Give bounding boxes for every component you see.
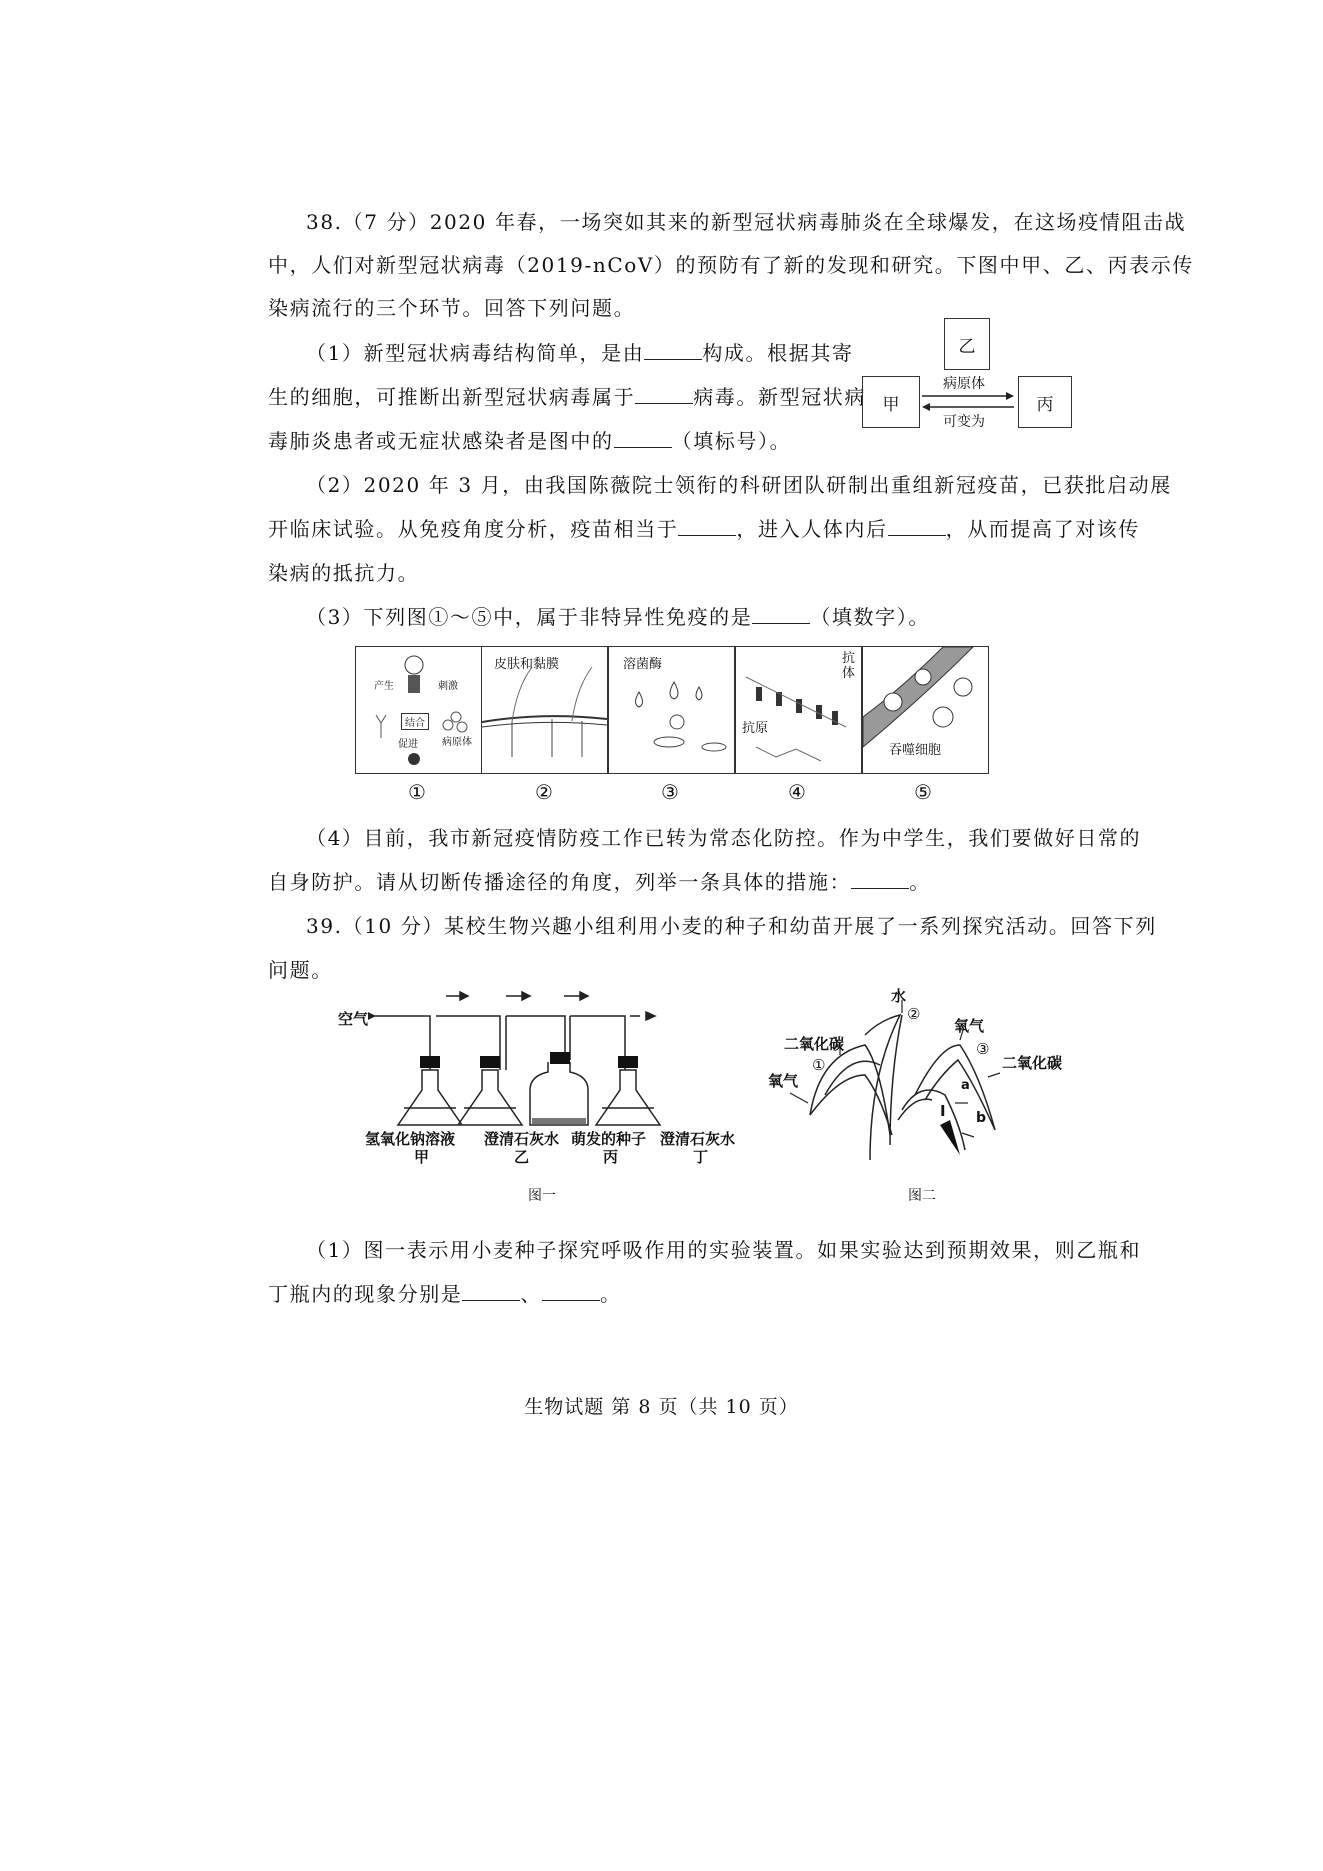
page-footer: 生物试题 第 8 页（共 10 页）: [524, 1396, 799, 1418]
circled-number-3: ③: [661, 780, 679, 804]
arrow-label-transform: 可变为: [943, 414, 985, 430]
figure-2-caption: 图二: [908, 1188, 936, 1204]
panel-1: [355, 646, 482, 774]
wheat-seedling: [640, 985, 1100, 1175]
label: 抗原: [742, 721, 769, 736]
q38-part1-line3: 毒肺炎患者或无症状感染者是图中的 （填标号）。: [268, 429, 792, 453]
marker-3: ③: [976, 1040, 990, 1058]
circled-number-5: ⑤: [914, 780, 932, 804]
circled-number-4: ④: [788, 780, 806, 804]
q38-part2-line2: 开临床试验。从免疫角度分析，疫苗相当于 ，进入人体内后 ，从而提高了对该传: [268, 517, 1141, 541]
box-jia: 甲: [862, 376, 920, 428]
q38-part1-line2: 生的细胞，可推断出新型冠状病毒属于 病毒。新型冠状病: [268, 385, 867, 409]
circled-number-2: ②: [535, 780, 553, 804]
flask-content: 氢氧化钠溶液: [365, 1130, 456, 1148]
label: 溶菌酶: [623, 657, 663, 672]
q38-part4-line2: 自身防护。请从切断传播途径的角度，列举一条具体的措施： 。: [268, 870, 931, 894]
q38-part4-line1: （4）目前，我市新冠疫情防疫工作已转为常态化防控。作为中学生，我们要做好日常的: [306, 826, 1142, 850]
label-roman-1: I: [940, 1102, 946, 1120]
flask-label: 乙: [514, 1148, 530, 1166]
answer-blank: [851, 870, 909, 889]
answer-blank: [644, 341, 702, 360]
marker-1: ①: [812, 1056, 826, 1074]
panel-5: [862, 646, 989, 774]
arrow-icon: [366, 1010, 376, 1022]
flask-label: 丁: [693, 1148, 709, 1166]
answer-blank: [678, 517, 736, 536]
label: 吞噬细胞: [889, 743, 942, 758]
panel-2: [481, 646, 608, 774]
label: 结合: [401, 713, 429, 730]
q39-part1-line2: 丁瓶内的现象分别是 、 。: [268, 1282, 622, 1306]
label: 促进: [398, 739, 418, 750]
label: 皮肤和黏膜: [494, 657, 560, 672]
answer-blank: [888, 517, 946, 536]
label: 刺激: [438, 681, 458, 692]
label-a: a: [961, 1078, 970, 1093]
box-yi: 乙: [944, 318, 990, 370]
water-label: 水: [891, 987, 907, 1005]
answer-blank: [635, 385, 693, 404]
answer-blank: [752, 605, 810, 624]
figure-1-caption: 图一: [528, 1188, 556, 1204]
q38-part3-line1: （3）下列图①～⑤中，属于非特异性免疫的是 （填数字）。: [306, 605, 930, 629]
arrow-label-pathogen: 病原体: [943, 376, 985, 392]
flask-label: 丙: [603, 1148, 619, 1166]
label: 抗体: [842, 651, 856, 681]
answer-blank: [542, 1282, 600, 1301]
flask-content: 澄清石灰水: [660, 1130, 736, 1148]
marker-2: ②: [907, 1005, 921, 1023]
q39-line1: 39.（10 分）某校生物兴趣小组利用小麦的种子和幼苗开展了一系列探究活动。回答下列: [306, 914, 1157, 938]
panel-3: [608, 646, 735, 774]
q38-line2: 中，人们对新型冠状病毒（2019-nCoV）的预防有了新的发现和研究。下图中甲、乙、丙表示传: [268, 253, 1194, 277]
air-label: 空气: [338, 1010, 369, 1028]
o2-right-label: 氧气: [954, 1017, 985, 1035]
q38-part1-line1: （1）新型冠状病毒结构简单，是由 构成。根据其寄: [306, 341, 854, 365]
answer-blank: [614, 429, 672, 448]
q39-part1-line1: （1）图一表示用小麦种子探究呼吸作用的实验装置。如果实验达到预期效果，则乙瓶和: [306, 1238, 1142, 1262]
label: 产生: [374, 681, 394, 692]
flask-label: 甲: [414, 1148, 430, 1166]
co2-right-label: 二氧化碳: [1002, 1054, 1063, 1072]
circled-number-1: ①: [408, 780, 426, 804]
q39-line2: 问题。: [268, 958, 333, 982]
label-b: b: [976, 1110, 987, 1126]
flask-content: 澄清石灰水: [484, 1130, 560, 1148]
q38-part2-line1: （2）2020 年 3 月，由我国陈薇院士领衔的科研团队研制出重组新冠疫苗，已获批启动展: [306, 473, 1172, 497]
immune-cycle-icon: [356, 647, 481, 773]
q38-line1: 38.（7 分）2020 年春，一场突如其来的新型冠状病毒肺炎在全球爆发，在这场疫情阻击战: [306, 210, 1187, 234]
answer-blank: [462, 1282, 520, 1301]
q38-line3: 染病流行的三个环节。回答下列问题。: [268, 296, 636, 320]
co2-left-label: 二氧化碳: [784, 1035, 845, 1053]
box-bing: 丙: [1018, 376, 1072, 428]
panel-4: [735, 646, 862, 774]
q38-part2-line3: 染病的抵抗力。: [268, 561, 420, 585]
flask-content: 萌发的种子: [571, 1130, 647, 1148]
o2-left-label: 氧气: [768, 1072, 799, 1090]
label: 病原体: [442, 737, 472, 748]
